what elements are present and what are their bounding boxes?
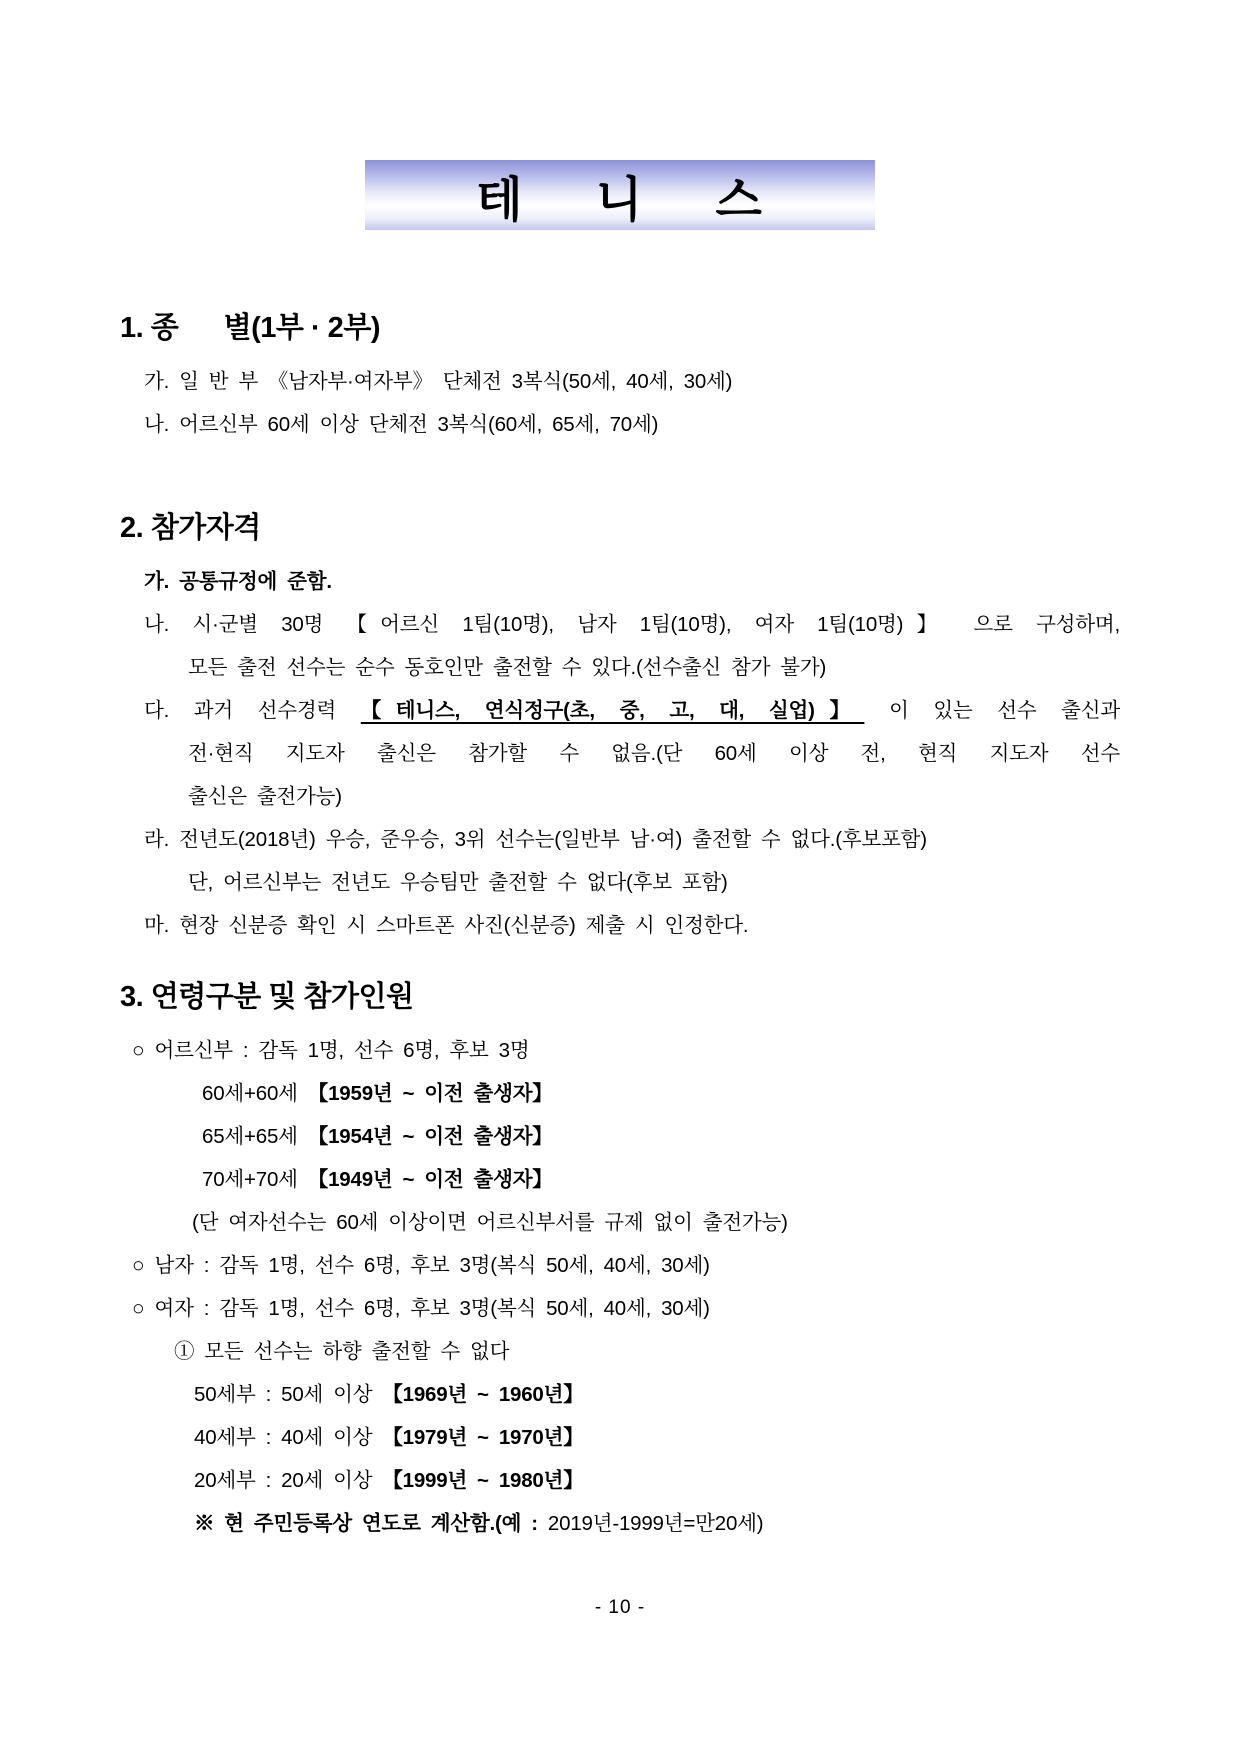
line-text: 출신은 출전가능): [188, 785, 342, 808]
title-banner: [365, 160, 875, 230]
doc-line: [120, 1459, 1120, 1502]
reference-mark-note: ※ 현 주민등록상 연도로 계산함.(예 :: [194, 1512, 548, 1535]
bold-segment: 가. 공통규정에 준함.: [144, 570, 332, 593]
doc-line: [120, 1502, 1120, 1545]
line-text: 나. 시·군별 30명 【어르신 1팀(10명), 남자 1팀(10명), 여자 1팀(10명)】 으로 구성하며,: [144, 613, 1120, 636]
section-3: [120, 1029, 1120, 1545]
doc-line: [120, 732, 1120, 775]
bold-segment: 【1954년 ~ 이전 출생자】: [307, 1125, 553, 1148]
line-text: ① 모든 선수는 하향 출전할 수 없다: [174, 1340, 510, 1363]
doc-line: [120, 818, 1120, 861]
doc-line: [120, 1373, 1120, 1416]
doc-line: [120, 1029, 1120, 1072]
line-text: 70세+70세: [202, 1168, 308, 1191]
bold-segment: 【1979년 ~ 1970년】: [382, 1426, 584, 1449]
line-text: 나. 어르신부 60세 이상 단체전 3복식(60세, 65세, 70세): [144, 413, 659, 436]
doc-line: [120, 403, 1120, 446]
doc-line: [120, 603, 1120, 646]
bold-segment: 【1959년 ~ 이전 출생자】: [307, 1082, 553, 1105]
bold-segment: 【1969년 ~ 1960년】: [382, 1383, 584, 1406]
line-text: 모든 출전 선수는 순수 동호인만 출전할 수 있다.(선수출신 참가 불가): [188, 656, 827, 679]
section-1-heading: 1. 종 별(1부 · 2부): [120, 312, 380, 344]
line-text: 65세+65세: [202, 1125, 308, 1148]
page-number: - 10 -: [594, 1597, 646, 1618]
bold-segment: 【1949년 ~ 이전 출생자】: [307, 1168, 553, 1191]
doc-line: [120, 861, 1120, 904]
doc-line: [120, 1416, 1120, 1459]
bold-underline-segment: 【테니스, 연식정구(초, 중, 고, 대, 실업)】: [360, 699, 865, 722]
doc-line: [120, 1072, 1120, 1115]
doc-line: [120, 646, 1120, 689]
doc-line: [120, 360, 1120, 403]
doc-line: [120, 560, 1120, 603]
line-text: 어르신부 : 감독 1명, 선수 6명, 후보 3명: [154, 1039, 530, 1062]
doc-line: [120, 904, 1120, 947]
line-text: 50세부 : 50세 이상: [194, 1383, 383, 1406]
line-text: 20세부 : 20세 이상: [194, 1469, 383, 1492]
line-text: 단, 어르신부는 전년도 우승팀만 출전할 수 없다(후보 포함): [188, 871, 728, 894]
doc-line: [120, 1330, 1120, 1373]
line-text: 40세부 : 40세 이상: [194, 1426, 383, 1449]
document-body: [0, 308, 1240, 1619]
section-2-heading: 2. 참가자격: [120, 512, 261, 544]
section-2: [120, 560, 1120, 947]
line-text: 60세+60세: [202, 1082, 308, 1105]
section-1: [120, 360, 1120, 446]
doc-line: [120, 689, 1120, 732]
line-text: 마. 현장 신분증 확인 시 스마트폰 사진(신분증) 제출 시 인정한다.: [144, 914, 749, 937]
line-text: 이 있는 선수 출신과: [864, 699, 1120, 722]
line-text: 2019년-1999년=만20세): [547, 1512, 764, 1535]
doc-line: [120, 1287, 1120, 1330]
doc-line: [120, 775, 1120, 818]
circle-bullet-icon: ○: [132, 1297, 145, 1320]
doc-line: [120, 1244, 1120, 1287]
line-text: 남자 : 감독 1명, 선수 6명, 후보 3명(복식 50세, 40세, 30세): [154, 1254, 710, 1277]
doc-line: [120, 1115, 1120, 1158]
bold-segment: 【1999년 ~ 1980년】: [382, 1469, 584, 1492]
section-3-heading: 3. 연령구분 및 참가인원: [120, 981, 414, 1013]
line-text: 다. 과거 선수경력: [144, 699, 361, 722]
line-text: 가. 일 반 부 《남자부·여자부》 단체전 3복식(50세, 40세, 30세): [144, 370, 733, 393]
circle-bullet-icon: ○: [132, 1254, 145, 1277]
line-text: 전·현직 지도자 출신은 참가할 수 없음.(단 60세 이상 전, 현직 지도자 선수: [188, 742, 1120, 765]
page-title: 테 니 스: [476, 173, 764, 227]
line-text: (단 여자선수는 60세 이상이면 어르신부서를 규제 없이 출전가능): [192, 1211, 788, 1234]
doc-line: [120, 1158, 1120, 1201]
line-text: 여자 : 감독 1명, 선수 6명, 후보 3명(복식 50세, 40세, 30세): [154, 1297, 710, 1320]
doc-line: [120, 1201, 1120, 1244]
line-text: 라. 전년도(2018년) 우승, 준우승, 3위 선수는(일반부 남·여) 출전할 수 없다.(후보포함): [144, 828, 927, 851]
circle-bullet-icon: ○: [132, 1039, 145, 1062]
